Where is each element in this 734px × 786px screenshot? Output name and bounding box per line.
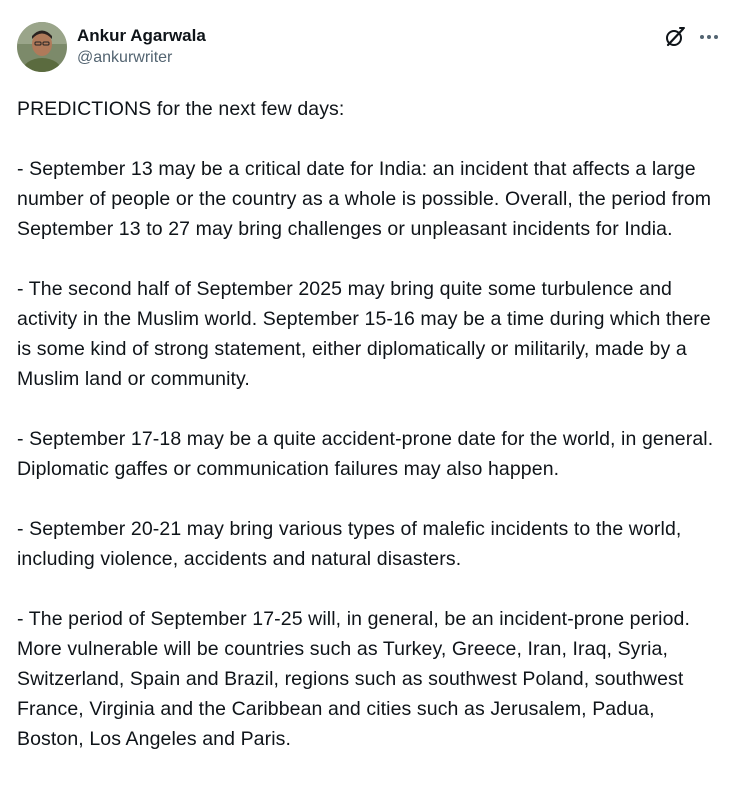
tweet-intro: PREDICTIONS for the next few days: bbox=[17, 98, 345, 120]
tweet-paragraph: - The period of September 17-25 will, in general, be an incident-prone period. More vulnerable will be countries such as Turkey, Greece, Iran, Iraq, Syria, Switzerland, Spain and Brazil, regions such as southwest Poland, southwest France, Virginia and the Caribbean and cities such as Jerusalem, Padua, Boston, Los Angeles and Paris. bbox=[17, 608, 691, 750]
author-handle[interactable]: @ankurwriter bbox=[77, 49, 173, 66]
tweet-text bbox=[17, 94, 717, 754]
tweet-header bbox=[17, 22, 717, 74]
tweet-paragraph: - September 13 may be a critical date for India: an incident that affects a large number of people or the country as a whole is possible. Overall, the period from September 13 to 27 may bring challenges or unpleasant incidents for India. bbox=[17, 158, 712, 240]
user-info bbox=[77, 22, 206, 68]
avatar-image bbox=[17, 22, 67, 72]
author-display-name[interactable]: Ankur Agarwala bbox=[77, 26, 206, 45]
tweet-paragraph: - September 17-18 may be a quite accident-prone date for the world, in general. Diplomatic gaffes or communication failures may also happen. bbox=[17, 428, 714, 480]
avatar[interactable] bbox=[17, 22, 67, 72]
grok-icon[interactable] bbox=[662, 24, 688, 50]
tweet-actions bbox=[662, 24, 722, 50]
more-options-icon[interactable] bbox=[696, 24, 722, 50]
tweet-paragraph: - The second half of September 2025 may bring quite some turbulence and activity in the Muslim world. September 15-16 may be a time during which there is some kind of strong statement, either diplomatically or militarily, made by a Muslim land or community. bbox=[17, 278, 711, 390]
tweet-paragraph: - September 20-21 may bring various types of malefic incidents to the world, including violence, accidents and natural disasters. bbox=[17, 518, 682, 570]
